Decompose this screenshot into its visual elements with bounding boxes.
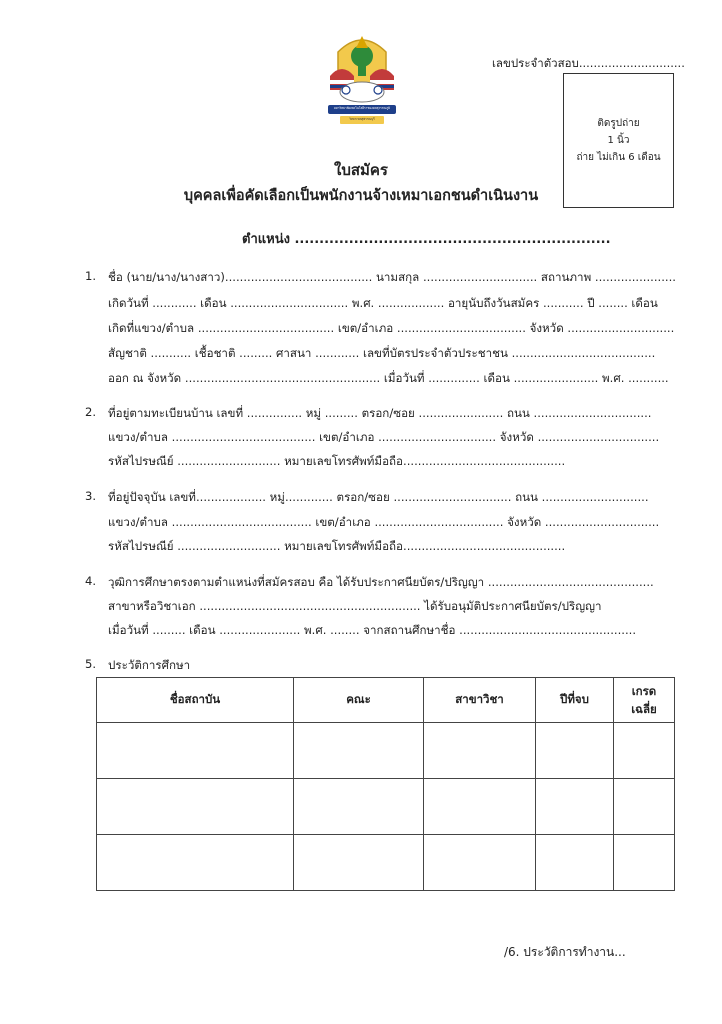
photo-box-line-3: ถ่าย ไม่เกิน 6 เดือน — [576, 152, 661, 163]
table-cell[interactable] — [97, 723, 294, 779]
table-header-row — [97, 678, 675, 723]
table-cell[interactable] — [97, 835, 294, 891]
logo-subtext: วิทยาเขตสุพรรณบุรี — [349, 117, 375, 121]
column-gpa-line-2: เฉลี่ย — [631, 702, 657, 716]
photo-box-line-1: ติดรูปถ่าย — [597, 118, 640, 129]
table-cell[interactable] — [614, 779, 675, 835]
table-cell[interactable] — [424, 723, 536, 779]
form-subtitle: บุคคลเพื่อคัดเลือกเป็นพนักงานจ้างเหมาเอกชนดำเนินงาน — [183, 188, 539, 204]
column-faculty: คณะ — [294, 678, 424, 723]
table-cell[interactable] — [424, 835, 536, 891]
section-3-line-2[interactable]: แขวง/ตำบล ...................................... เขต/อำเภอ ................................... จังหวัด ............................... — [108, 515, 660, 529]
form-title: ใบสมัคร — [334, 161, 388, 179]
table-cell[interactable] — [536, 835, 614, 891]
section-1-line-2[interactable]: เกิดวันที่ ............ เดือน ................................ พ.ศ. .................. อายุนับถึงวันสมัคร ........... ปี ........ เดือน — [108, 296, 658, 310]
column-graduation-year: ปีที่จบ — [536, 678, 614, 723]
exam-number-field[interactable]: เลขประจำตัวสอบ............................. — [492, 56, 685, 70]
section-2-number: 2. — [85, 405, 97, 419]
section-1-line-1[interactable]: ชื่อ (นาย/นาง/นางสาว)........................................ นามสกุล ............................... สถานภาพ ...................... — [108, 270, 676, 284]
table-row — [97, 835, 675, 891]
photo-box-line-2: 1 นิ้ว — [607, 135, 630, 146]
education-heading: ประวัติการศึกษา — [108, 658, 191, 672]
table-cell[interactable] — [614, 723, 675, 779]
section-3-number: 3. — [85, 489, 97, 503]
university-logo — [324, 32, 400, 132]
section-4-line-1[interactable]: วุฒิการศึกษาตรงตามตำแหน่งที่สมัครสอบ คือ ได้รับประกาศนียบัตร/ปริญญา ............................................. — [108, 575, 654, 589]
table-cell[interactable] — [536, 779, 614, 835]
table-cell[interactable] — [294, 723, 424, 779]
table-cell[interactable] — [536, 723, 614, 779]
section-3-line-3[interactable]: รหัสไปรษณีย์ ............................ หมายเลขโทรศัพท์มือถือ............................................ — [108, 539, 566, 553]
section-1-line-4[interactable]: สัญชาติ ........... เชื้อชาติ ......... ศาสนา ............ เลขที่บัตรประจำตัวประชาชน ....................................... — [108, 346, 656, 360]
section-4-line-3[interactable]: เมื่อวันที่ ......... เดือน ...................... พ.ศ. ........ จากสถานศึกษาชื่อ ................................................ — [108, 623, 637, 637]
table-row — [97, 723, 675, 779]
column-gpa-line-1: เกรด — [631, 684, 657, 698]
table-cell[interactable] — [424, 779, 536, 835]
table-cell[interactable] — [97, 779, 294, 835]
section-5-number: 5. — [85, 657, 97, 671]
section-3-line-1[interactable]: ที่อยู่ปัจจุบัน เลขที่................... หมู่............. ตรอก/ซอย ................................ ถนน ............................. — [108, 490, 649, 504]
table-row — [97, 779, 675, 835]
next-page-note: /6. ประวัติการทำงาน... — [504, 945, 626, 959]
section-2-line-3[interactable]: รหัสไปรษณีย์ ............................ หมายเลขโทรศัพท์มือถือ............................................ — [108, 454, 566, 468]
section-2-line-2[interactable]: แขวง/ตำบล ....................................... เขต/อำเภอ ................................ จังหวัด ................................. — [108, 430, 660, 444]
section-1-line-3[interactable]: เกิดที่แขวง/ตำบล ..................................... เขต/อำเภอ ................................... จังหวัด ............................. — [108, 321, 675, 335]
section-4-line-2[interactable]: สาขาหรือวิชาเอก ............................................................ ได้รับอนุมัติประกาศนียบัตร/ปริญญา — [108, 599, 602, 613]
section-4-number: 4. — [85, 574, 97, 588]
column-major: สาขาวิชา — [424, 678, 536, 723]
section-1-number: 1. — [85, 269, 97, 283]
column-gpa — [614, 678, 675, 723]
logo-banner-text: มหาวิทยาลัยเทคโนโลยีราชมงคลสุวรรณภูมิ — [333, 106, 391, 110]
education-history-table — [96, 677, 675, 891]
section-1-line-5[interactable]: ออก ณ จังหวัด ..................................................... เมื่อวันที่ .............. เดือน ....................... พ.ศ. ........... — [108, 371, 669, 385]
column-institution: ชื่อสถาบัน — [97, 678, 294, 723]
table-cell[interactable] — [294, 835, 424, 891]
table-cell[interactable] — [294, 779, 424, 835]
table-cell[interactable] — [614, 835, 675, 891]
position-field[interactable]: ตำแหน่ง ................................................................ — [242, 232, 611, 247]
section-2-line-1[interactable]: ที่อยู่ตามทะเบียนบ้าน เลขที่ ............... หมู่ ......... ตรอก/ซอย ....................... ถนน ................................ — [108, 406, 652, 420]
